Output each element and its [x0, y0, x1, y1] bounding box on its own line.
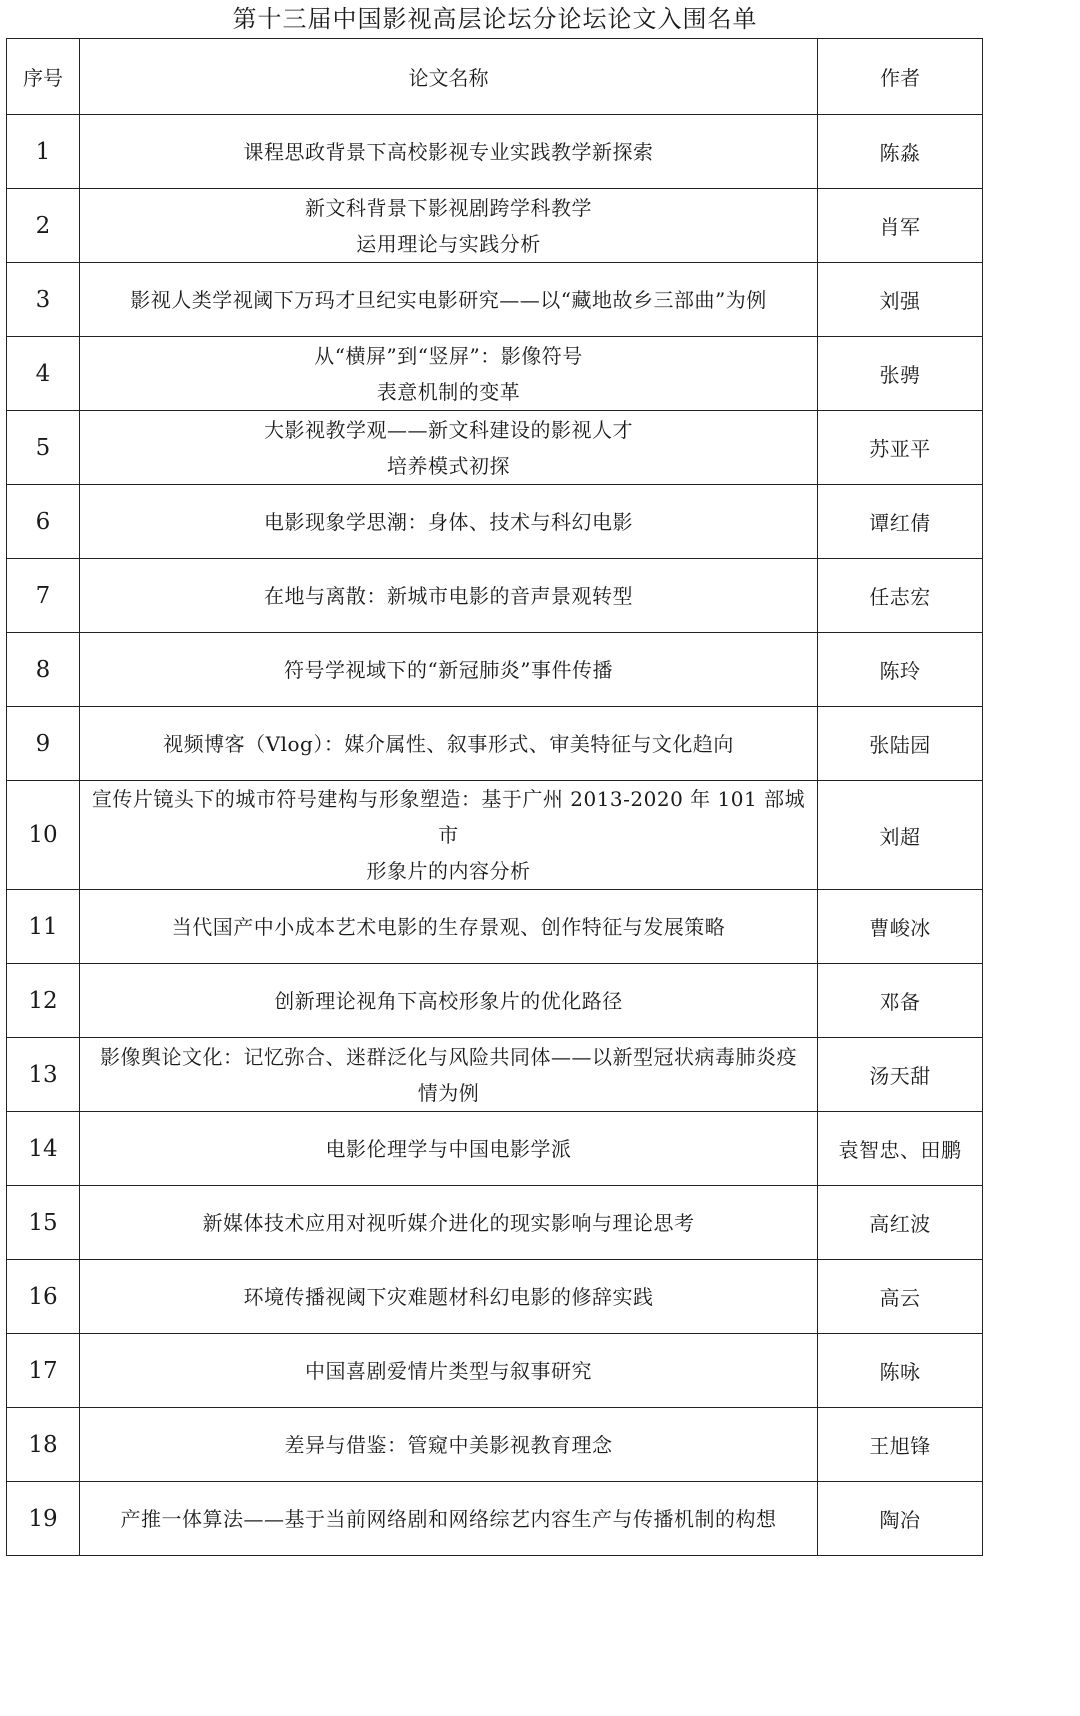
paper-author: 谭红倩 — [818, 485, 983, 559]
paper-author: 高云 — [818, 1260, 983, 1334]
paper-author: 苏亚平 — [818, 411, 983, 485]
paper-title-line: 差异与借鉴：管窥中美影视教育理念 — [284, 1432, 613, 1457]
table-row — [7, 1408, 983, 1482]
paper-title-line: 中国喜剧爱情片类型与叙事研究 — [305, 1358, 592, 1383]
paper-title — [80, 189, 818, 263]
row-number: 11 — [7, 890, 80, 964]
header-title: 论文名称 — [80, 39, 818, 115]
paper-title-line: 表意机制的变革 — [376, 379, 521, 404]
table-row — [7, 263, 983, 337]
table-row — [7, 115, 983, 189]
paper-author: 高红波 — [818, 1186, 983, 1260]
table-row — [7, 485, 983, 559]
row-number: 14 — [7, 1112, 80, 1186]
paper-title — [80, 1038, 818, 1112]
paper-title-line: 情为例 — [417, 1080, 480, 1105]
row-number: 15 — [7, 1186, 80, 1260]
paper-title — [80, 1334, 818, 1408]
paper-title-line: 环境传播视阈下灾难题材科幻电影的修辞实践 — [243, 1284, 654, 1309]
paper-author: 张陆园 — [818, 707, 983, 781]
row-number: 1 — [7, 115, 80, 189]
paper-author: 刘强 — [818, 263, 983, 337]
row-number: 4 — [7, 337, 80, 411]
paper-title — [80, 411, 818, 485]
paper-title-line: 培养模式初探 — [387, 453, 510, 478]
table-row — [7, 1186, 983, 1260]
table-body — [7, 115, 983, 1556]
table-row — [7, 1334, 983, 1408]
paper-author: 刘超 — [818, 781, 983, 890]
paper-title — [80, 1112, 818, 1186]
paper-title-line: 产推一体算法——基于当前网络剧和网络综艺内容生产与传播机制的构想 — [120, 1506, 777, 1531]
table-row — [7, 411, 983, 485]
row-number: 16 — [7, 1260, 80, 1334]
paper-title-line: 电影现象学思潮：身体、技术与科幻电影 — [264, 509, 633, 534]
table-row — [7, 559, 983, 633]
paper-title-line: 形象片的内容分析 — [366, 859, 531, 883]
paper-title — [80, 890, 818, 964]
paper-title — [80, 964, 818, 1038]
paper-title-line: 从“横屏”到“竖屏”：影像符号 — [314, 343, 583, 368]
row-number: 7 — [7, 559, 80, 633]
paper-title-line: 影视人类学视阈下万玛才旦纪实电影研究——以“藏地故乡三部曲”为例 — [130, 287, 767, 312]
paper-title-line: 电影伦理学与中国电影学派 — [325, 1136, 572, 1161]
paper-author: 陈淼 — [818, 115, 983, 189]
header-author: 作者 — [818, 39, 983, 115]
paper-title — [80, 707, 818, 781]
row-number: 9 — [7, 707, 80, 781]
table-row — [7, 1482, 983, 1556]
paper-title-line: 影像舆论文化：记忆弥合、迷群泛化与风险共同体——以新型冠状病毒肺炎疫 — [100, 1044, 797, 1069]
paper-title-line: 符号学视域下的“新冠肺炎”事件传播 — [284, 657, 613, 682]
table-row — [7, 337, 983, 411]
paper-title — [80, 337, 818, 411]
paper-author: 肖军 — [818, 189, 983, 263]
row-number: 10 — [7, 781, 80, 890]
paper-author: 陈咏 — [818, 1334, 983, 1408]
paper-title — [80, 781, 818, 890]
row-number: 3 — [7, 263, 80, 337]
paper-title — [80, 559, 818, 633]
table-row — [7, 890, 983, 964]
header-num: 序号 — [7, 39, 80, 115]
table-header-row — [7, 39, 983, 115]
paper-title-line: 宣传片镜头下的城市符号建构与形象塑造：基于广州 2013-2020 年 101 部城市 — [91, 787, 806, 847]
paper-author: 曹峻冰 — [818, 890, 983, 964]
paper-title — [80, 1482, 818, 1556]
paper-author: 陶冶 — [818, 1482, 983, 1556]
paper-title — [80, 485, 818, 559]
table-row — [7, 1260, 983, 1334]
paper-title-line: 课程思政背景下高校影视专业实践教学新探索 — [243, 139, 654, 164]
paper-title — [80, 1186, 818, 1260]
row-number: 12 — [7, 964, 80, 1038]
paper-author: 袁智忠、田鹏 — [818, 1112, 983, 1186]
paper-author: 汤天甜 — [818, 1038, 983, 1112]
paper-title-line: 创新理论视角下高校形象片的优化路径 — [274, 988, 623, 1013]
table-row — [7, 189, 983, 263]
row-number: 8 — [7, 633, 80, 707]
paper-list-table — [6, 38, 983, 1556]
table-row — [7, 781, 983, 890]
paper-title-line: 当代国产中小成本艺术电影的生存景观、创作特征与发展策略 — [171, 914, 726, 939]
table-row — [7, 1112, 983, 1186]
paper-author: 陈玲 — [818, 633, 983, 707]
paper-author: 张骋 — [818, 337, 983, 411]
row-number: 17 — [7, 1334, 80, 1408]
paper-title-line: 运用理论与实践分析 — [356, 231, 541, 256]
paper-title — [80, 1408, 818, 1482]
row-number: 5 — [7, 411, 80, 485]
row-number: 13 — [7, 1038, 80, 1112]
paper-title — [80, 633, 818, 707]
paper-title — [80, 1260, 818, 1334]
paper-title-line: 视频博客（Vlog）：媒介属性、叙事形式、审美特征与文化趋向 — [163, 731, 734, 756]
paper-author: 王旭锋 — [818, 1408, 983, 1482]
paper-title — [80, 263, 818, 337]
table-row — [7, 707, 983, 781]
paper-title-line: 新媒体技术应用对视听媒介进化的现实影响与理论思考 — [202, 1210, 695, 1235]
paper-title-line: 在地与离散：新城市电影的音声景观转型 — [264, 583, 633, 608]
paper-author: 任志宏 — [818, 559, 983, 633]
row-number: 2 — [7, 189, 80, 263]
table-row — [7, 633, 983, 707]
page-title: 第十三届中国影视高层论坛分论坛论文入围名单 — [232, 5, 758, 33]
row-number: 19 — [7, 1482, 80, 1556]
paper-author: 邓备 — [818, 964, 983, 1038]
table-row — [7, 1038, 983, 1112]
row-number: 18 — [7, 1408, 80, 1482]
row-number: 6 — [7, 485, 80, 559]
paper-title-line: 大影视教学观——新文科建设的影视人才 — [264, 417, 633, 442]
table-row — [7, 964, 983, 1038]
paper-title-line: 新文科背景下影视剧跨学科教学 — [305, 195, 592, 220]
paper-title — [80, 115, 818, 189]
